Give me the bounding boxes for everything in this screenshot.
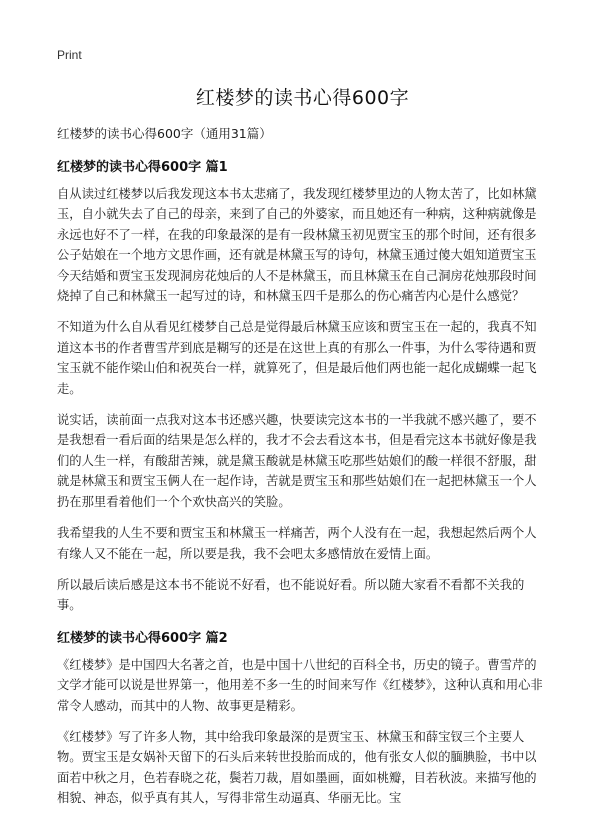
essay-section-2	[57, 627, 548, 809]
section-heading: 红楼梦的读书心得600字 篇1	[57, 160, 228, 175]
paragraph: 说实话，读前面一点我对这本书还感兴趣，快要读完这本书的一半我就不感兴趣了，要不是我想看一看后面的结果是怎么样的，我才不会去看这本书，但是看完这本书就好像是我们的人生一样，有酸甜苦辣，就是黛玉酸就是林黛玉吃那些姑娘们的酸一样很不舒服，甜就是林黛玉和贾宝玉俩人在一起作诗，苦就是贾宝玉和那些姑娘们在一起把林黛玉一个人扔在那里看着他们一个个欢快高兴的笑脸。	[57, 413, 537, 509]
paragraph: 不知道为什么自从看见红楼梦自己总是觉得最后林黛玉应该和贾宝玉在一起的，我真不知道这本书的作者曹雪芹到底是糊写的还是在这世上真的有那么一件事，为什么零待遇和贾宝玉就不能作梁山伯和祝英台一样，就算死了，但是最后他们两也能一起化成蝴蝶一起飞走。	[57, 320, 537, 396]
print-link[interactable]: Print	[57, 48, 82, 62]
paragraph: 自从读过红楼梦以后我发现这本书太悲痛了，我发现红楼梦里边的人物太苦了，比如林黛玉，自小就失去了自己的母亲，来到了自己的外婆家，而且她还有一种病，这种病就像是永远也好不了一样，在我的印象最深的是有一段林黛玉初见贾宝玉的那个时间，还有很多公子姑娘在一个地方文思作画，还有就是林黛玉写的诗句，林黛玉通过傻大姐知道贾宝玉今天结婚和贾宝玉发现洞房花烛后的人不是林黛玉，而且林黛玉在自己洞房花烛那段时间烧掉了自己和林黛玉一起写过的诗，和林黛玉四千是那么的伤心痛苦内心是什么感觉？	[57, 187, 537, 304]
paragraph: 《红楼梦》是中国四大名著之首，也是中国十八世纪的百科全书，历史的镜子。曹雪芹的文学才能可以说是世界第一，他用差不多一生的时间来写作《红楼梦》，这种认真和用心非常令人感动，而其中的人物、故事更是精彩。	[57, 657, 543, 713]
paragraph: 我希望我的人生不要和贾宝玉和林黛玉一样痛苦，两个人没有在一起，我想起然后两个人有缘人又不能在一起，所以要是我，我不会吧太多感情放在爱情上面。	[57, 526, 537, 561]
paragraph: 所以最后读后感是这本书不能说不好看，也不能说好看。所以随大家看不看都不关我的事。	[57, 577, 525, 613]
essay-section-1	[57, 156, 548, 616]
paragraph: 《红楼梦》写了许多人物，其中给我印象最深的是贾宝玉、林黛玉和薛宝钗三个主要人物。贾宝玉是女娲补天留下的石头后来转世投胎而成的，他有张女人似的腼腆脸，书中以面若中秋之月，色若春晓之花，鬓若刀裁，眉如墨画，面如桃瓣，目若秋波。来描写他的相貌、神态，似乎真有其人，写得非常生动逼真、华丽无比。宝	[57, 729, 537, 806]
document-title: 红楼梦的读书心得600字	[195, 87, 410, 109]
section-heading: 红楼梦的读书心得600字 篇2	[57, 630, 228, 646]
document-subtitle: 红楼梦的读书心得600字（通用31篇）	[57, 126, 272, 141]
